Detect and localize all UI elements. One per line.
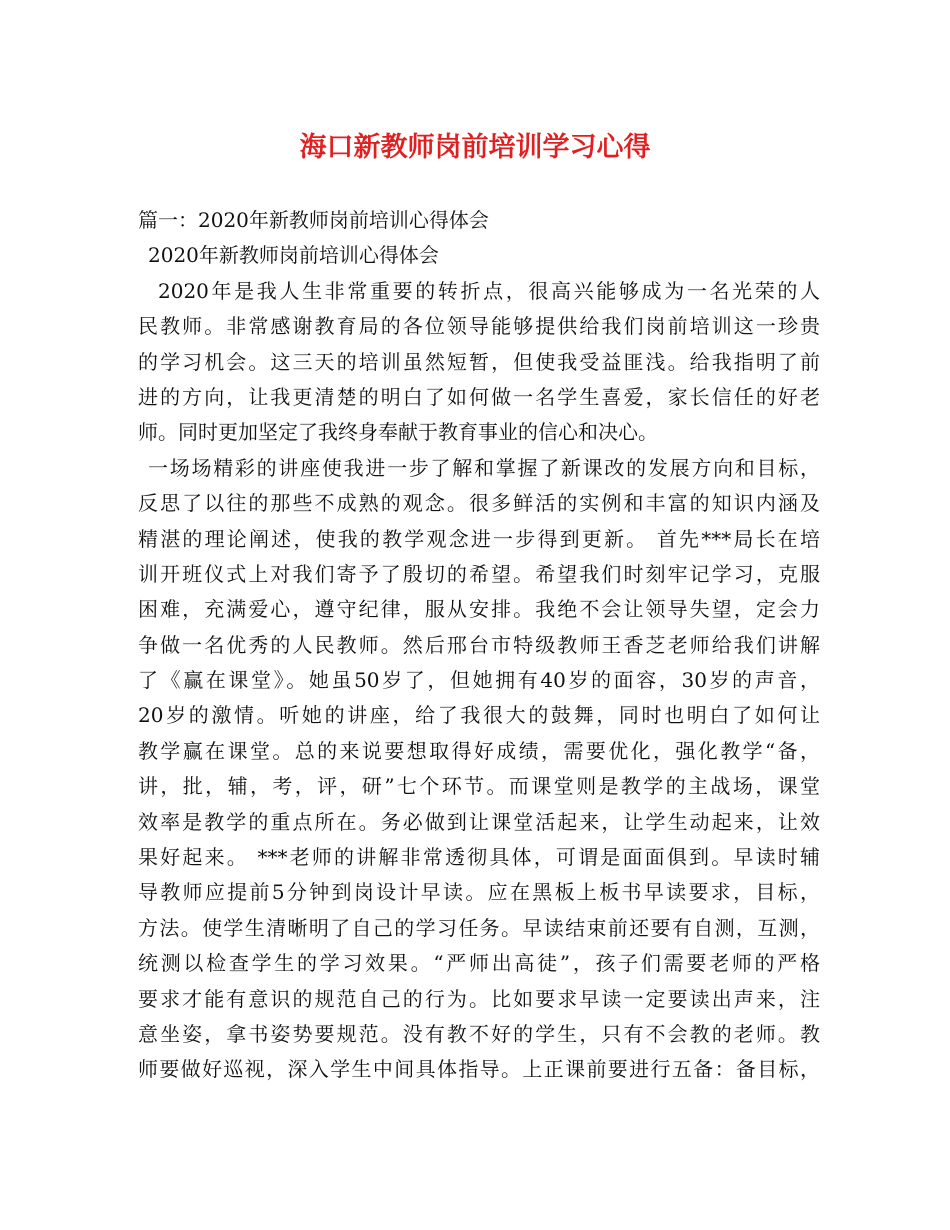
paragraph-line: 意坐姿，拿书姿势要规范。没有教不好的学生，只有不会教的老师。教 <box>138 1021 820 1046</box>
paragraph-line: 困难，充满爱心，遵守纪律，服从安排。我绝不会让领导失望，定会力 <box>138 597 820 622</box>
paragraph-line: 要求才能有意识的规范自己的行为。比如要求早读一定要读出声来，注 <box>138 986 820 1011</box>
paragraph-line: 训开班仪式上对我们寄予了殷切的希望。希望我们时刻牢记学习，克服 <box>138 561 820 586</box>
paragraph-line: 导教师应提前5分钟到岗设计早读。应在黑板上板书早读要求，目标， <box>138 880 820 905</box>
paragraph-line: 方法。使学生清晰明了自己的学习任务。早读结束前还要有自测，互测， <box>138 915 820 940</box>
paragraph-line: 了《赢在课堂》。她虽50岁了，但她拥有40岁的面容，30岁的声音， <box>138 668 820 693</box>
paragraph-line: 师。同时更加坚定了我终身奉献于教育事业的信心和决心。 <box>138 420 658 445</box>
paragraph-line: 统测以检查学生的学习效果。“严师出高徒”，孩子们需要老师的严格 <box>138 951 820 976</box>
paragraph-line: 一场场精彩的讲座使我进一步了解和掌握了新课改的发展方向和目标， <box>148 455 820 480</box>
paragraph-line: 民教师。非常感谢教育局的各位领导能够提供给我们岗前培训这一珍贵 <box>138 314 820 339</box>
paragraph-line: 效率是教学的重点所在。务必做到让课堂活起来，让学生动起来，让效 <box>138 809 820 834</box>
paragraph-line: 教学赢在课堂。总的来说要想取得好成绩，需要优化，强化教学“备， <box>138 738 820 763</box>
paragraph-line: 2020年是我人生非常重要的转折点，很高兴能够成为一名光荣的人 <box>158 278 820 303</box>
paragraph-line: 精湛的理论阐述，使我的教学观念进一步得到更新。 首先***局长在培 <box>138 526 820 551</box>
article-heading: 2020年新教师岗前培训心得体会 <box>148 243 439 268</box>
paragraph-line: 果好起来。 ***老师的讲解非常透彻具体，可谓是面面俱到。早读时辅 <box>138 845 820 870</box>
paragraph-line: 争做一名优秀的人民教师。然后邢台市特级教师王香芝老师给我们讲解 <box>138 632 820 657</box>
paragraph-line: 的学习机会。这三天的培训虽然短暂，但使我受益匪浅。给我指明了前 <box>138 349 820 374</box>
paragraph-line: 讲，批，辅，考，评，研”七个环节。而课堂则是教学的主战场，课堂 <box>138 774 820 799</box>
document-body <box>138 203 820 1088</box>
document-title: 海口新教师岗前培训学习心得 <box>299 132 651 163</box>
paragraph-line: 师要做好巡视，深入学生中间具体指导。上正课前要进行五备：备目标， <box>138 1057 820 1082</box>
paragraph-line: 反思了以往的那些不成熟的观念。很多鲜活的实例和丰富的知识内涵及 <box>138 491 820 516</box>
section-heading: 篇一：2020年新教师岗前培训心得体会 <box>138 208 489 232</box>
paragraph-line: 进的方向，让我更清楚的明白了如何做一名学生喜爱，家长信任的好老 <box>138 384 820 409</box>
paragraph-line: 20岁的激情。听她的讲座，给了我很大的鼓舞，同时也明白了如何让 <box>138 703 820 728</box>
